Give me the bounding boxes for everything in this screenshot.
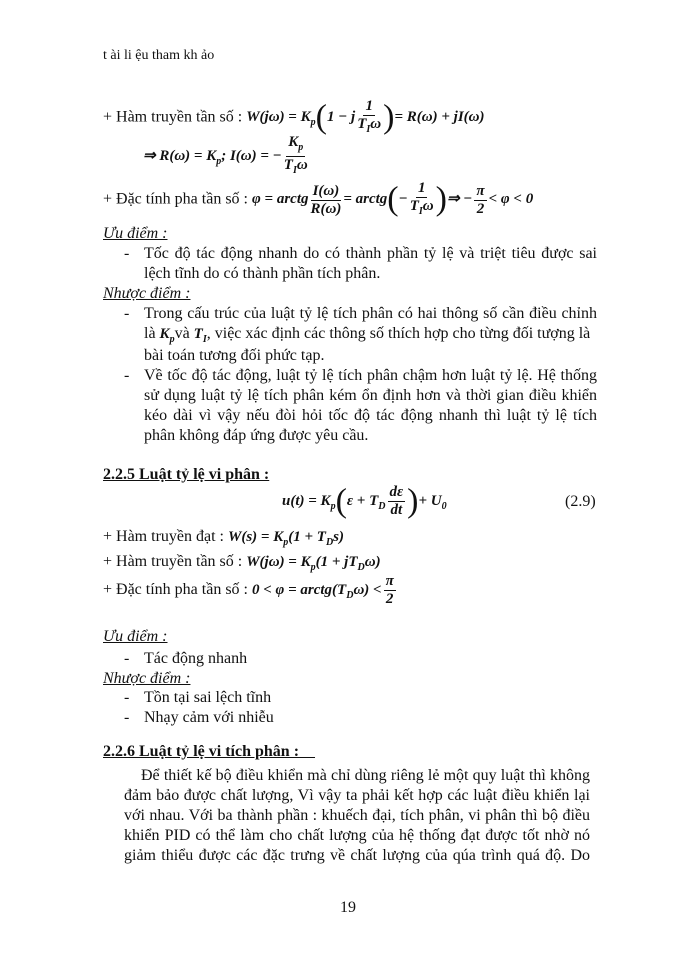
list-item: Tồn tại sai lệch tĩnh [144,689,272,706]
page-number: 19 [340,899,356,916]
formula: $W(j\omega) = K_p(1 - j$ $\frac{1}{T_I\omega}$ )= R(ω) + jI(ω) [246,98,485,136]
text-line: là $K_pvà$ $T_I$, việc xác định các thông số thích hợp cho từng đối tượng là [144,325,591,345]
list-item: Tác động nhanh [144,650,248,667]
bullet: - [124,367,130,384]
bullet: - [124,650,130,667]
pi-phase-response: + Đặc tính pha tần số : φ = arctg $\frac{I(\omega)}{R(\omega)}$ = arctg(− $\frac{1}{T_I\omega}$ )⇒ − $\frac{\pi}{2}$ < φ < 0 [103,180,534,218]
section-heading-2-2-6: 2.2.6 Luật tỷ lệ vi tích phân : [103,743,300,760]
paragraph-line: khiển PID có thể làm cho chất lượng của hệ thống đạt được tốt nhờ nó [124,827,590,844]
formula: φ = arctg $\frac{I(\omega)}{R(\omega)}$ = arctg(− $\frac{1}{T_I\omega}$ )⇒ − $\frac{\pi}{2}$ < φ < 0 [252,180,534,218]
advantages-label: Ưu điểm : [103,628,168,645]
text-line: sử dụng luật tỷ lệ tích phân kém ổn định hơn và thời gian điều khiển [144,387,597,404]
text-line: bài toán tương đối phức tạp. [144,347,325,364]
advantages-label: Ưu điểm : [103,225,168,242]
running-header: t ài li ệu tham kh ảo [103,48,215,63]
disadvantages-label: Nhược điểm : [103,670,191,687]
pd-transfer-function: + Hàm truyền đạt : $W(s) = K_p(1 + T_Ds)$ [103,528,345,548]
equation-number: (2.9) [565,493,596,510]
pi-real-imag-formula: ⇒ $R(\omega) = K_p$; I(ω) = − $\frac{K_p}{T_I\omega}$ [143,134,308,176]
pd-control-law-formula: $u(t) = K_p(\varepsilon + T_D$ $\frac{d\varepsilon}{dt}$ )+ $U_0$ [282,482,447,520]
label: + Hàm truyền tần số : [103,108,243,126]
text-line: lệch tĩnh do có thành phần tích phân. [144,265,381,282]
paragraph-line: giảm thiểu được các đặc trưng về chất lượng của qúa trình quá độ. Do [124,847,590,864]
text-line: Trong cấu trúc của luật tỷ lệ tích phân có hai thông số cần điều chỉnh [144,305,597,322]
paragraph-line: đảm bảo được chất lượng, Vì vậy ta phải kết hợp các luật điều khiển lại [124,787,590,804]
text-line: kéo dài vì vậy nếu đòi hỏi tốc độ tác động nhanh thì luật tỷ lệ tích [144,407,597,424]
pd-frequency-response: + Hàm truyền tần số : $W(j\omega) = K_p(1 + jT_D\omega)$ [103,553,381,573]
list-item: Nhạy cảm với nhiễu [144,709,274,726]
section-heading-2-2-5: 2.2.5 Luật tỷ lệ vi phân : [103,466,270,483]
paragraph-line: với nhau. Với ba thành phần : khuếch đại, tích phân, vi phân thì bộ điều [124,807,590,824]
bullet: - [124,305,130,322]
paragraph-line: Để thiết kế bộ điều khiển mà chỉ dùng riêng lẻ một quy luật thì không [141,767,590,784]
bullet: - [124,709,130,726]
bullet: - [124,245,130,262]
text-line: phân không đáp ứng được yêu cầu. [144,427,369,444]
text-line: Về tốc độ tác động, luật tỷ lệ tích phân chậm hơn luật tỷ lệ. Hệ thống [144,367,597,384]
text-line: Tốc độ tác động nhanh do có thành phần tỷ lệ và triệt tiêu được sai [144,245,597,262]
bullet: - [124,689,130,706]
pd-phase-response: + Đặc tính pha tần số : $0 < \varphi = arctg(T_D\omega)$ < $\frac{\pi}{2}$ [103,573,394,608]
disadvantages-label: Nhược điểm : [103,285,191,302]
